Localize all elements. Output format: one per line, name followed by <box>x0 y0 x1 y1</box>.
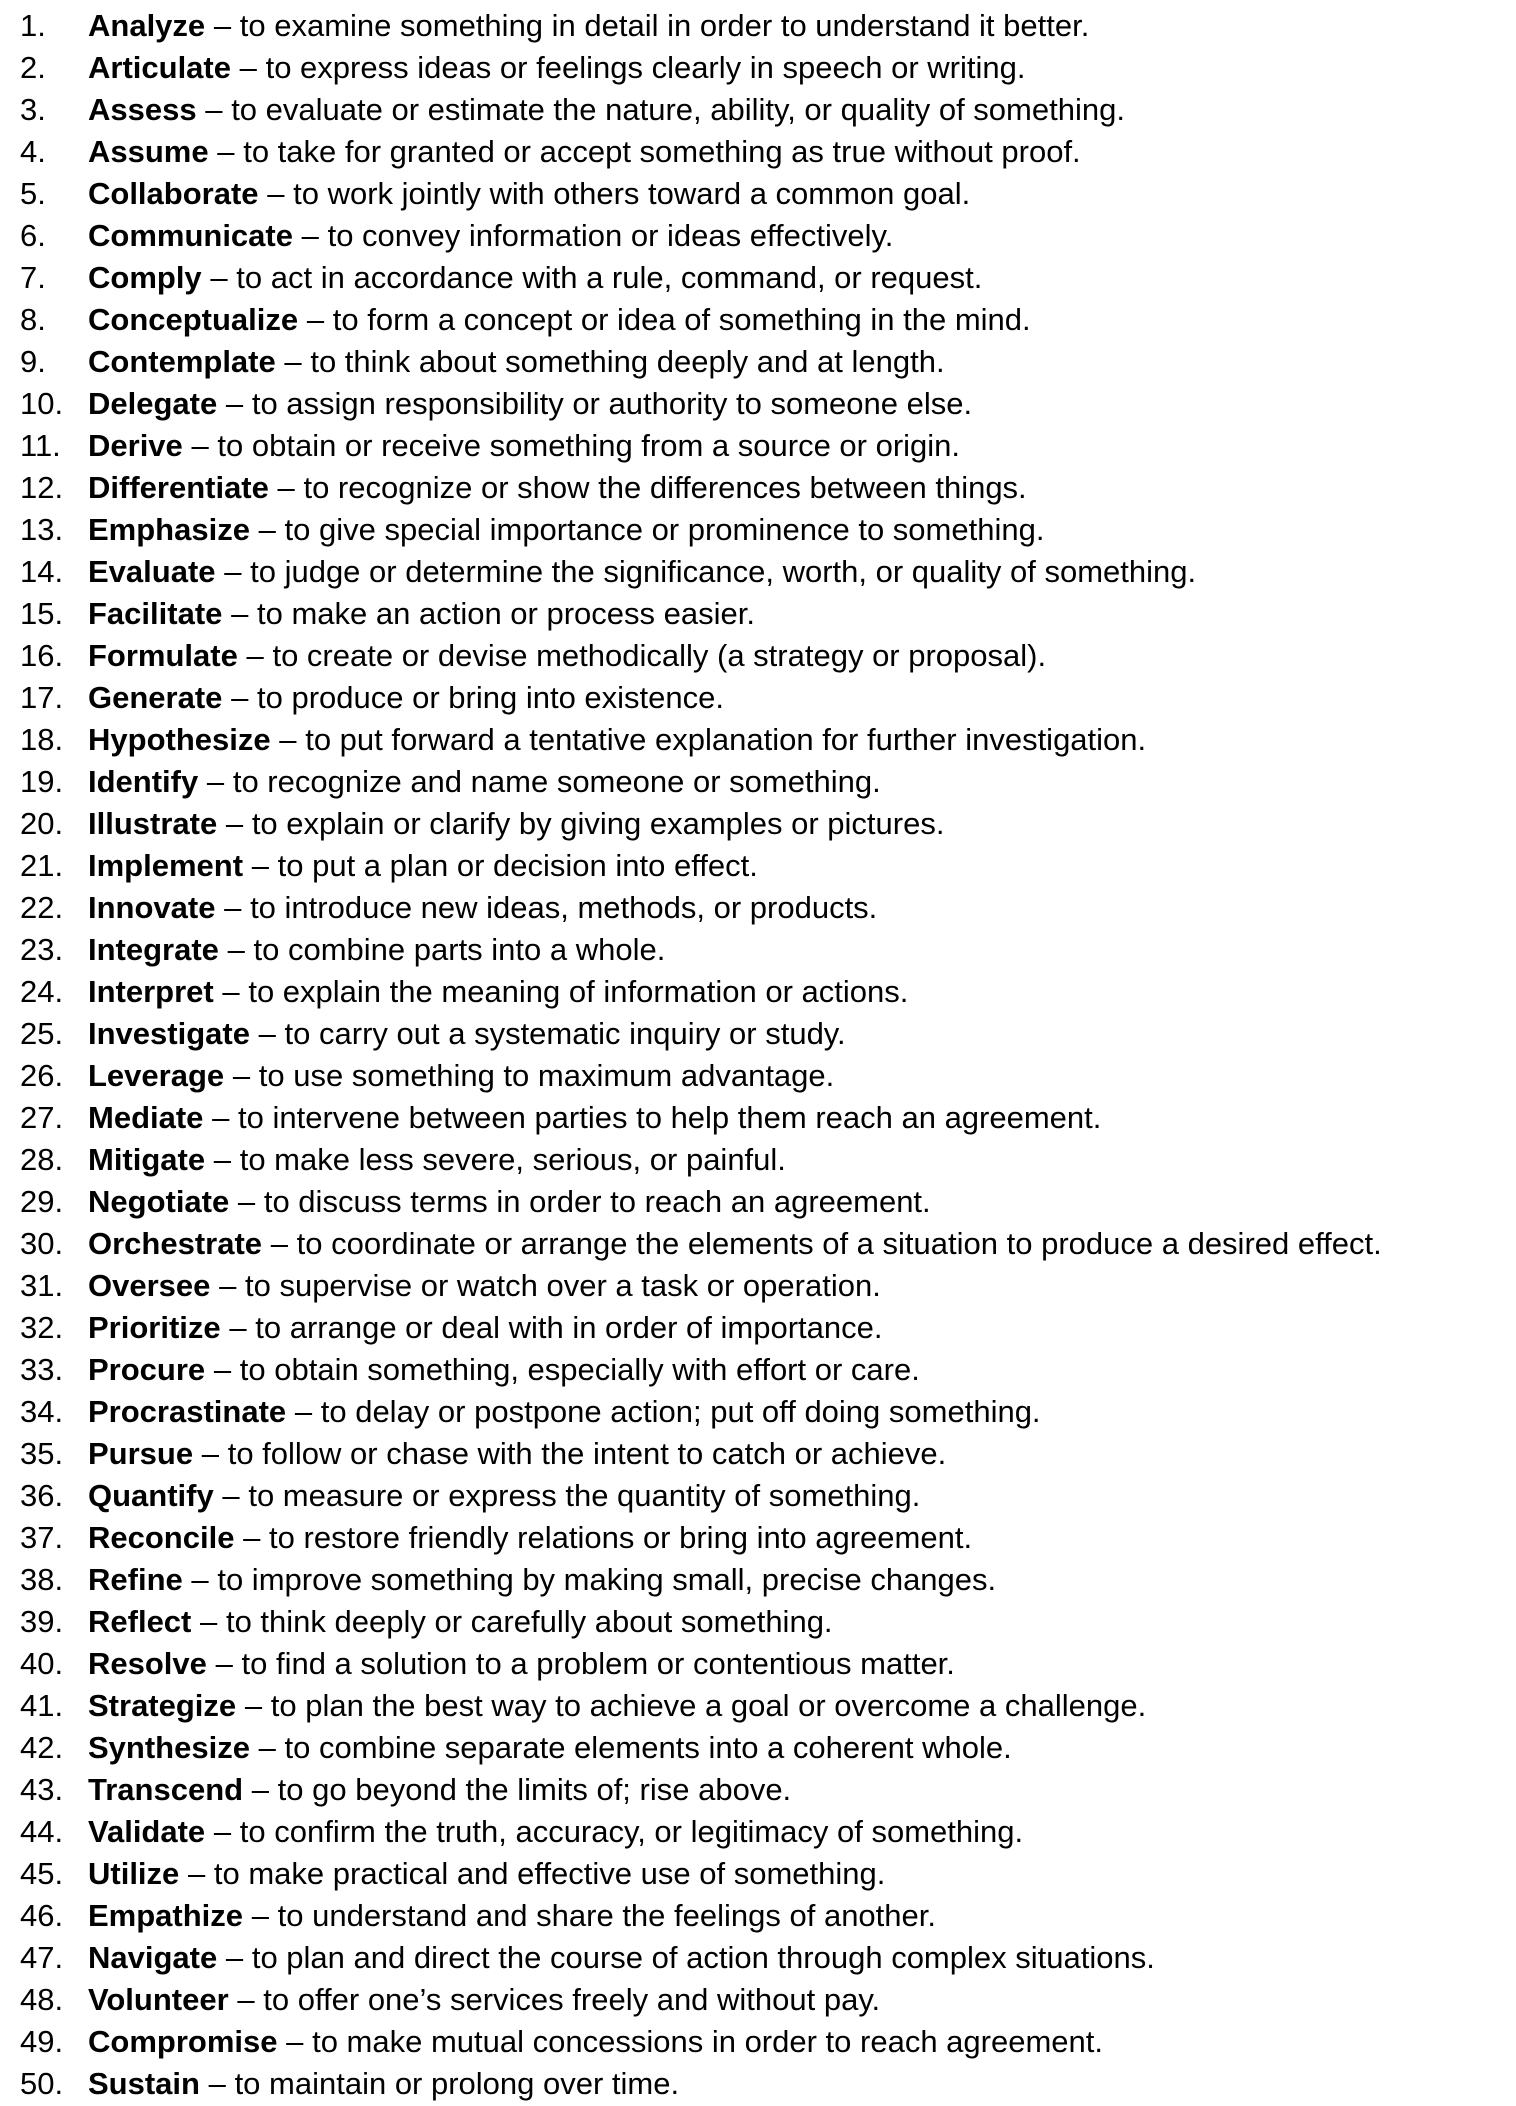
item-definition: to examine something in detail in order to understand it better. <box>239 8 1090 43</box>
item-number: 44. <box>20 1814 64 1849</box>
list-item <box>20 1391 1516 1433</box>
item-definition: to think deeply or carefully about something. <box>225 1604 833 1639</box>
list-item <box>20 1265 1516 1307</box>
item-number: 13. <box>20 512 64 547</box>
item-separator: – <box>237 1184 256 1219</box>
item-definition: to offer one’s services freely and without pay. <box>263 1982 881 2017</box>
item-term: Articulate <box>88 50 231 85</box>
item-definition: to obtain something, especially with effort or care. <box>239 1352 920 1387</box>
list-item <box>20 2063 1516 2105</box>
item-number: 33. <box>20 1352 64 1387</box>
item-term: Contemplate <box>88 344 276 379</box>
item-term: Compromise <box>88 2024 278 2059</box>
item-separator: – <box>239 50 257 85</box>
list-item <box>20 1895 1516 1937</box>
item-term: Leverage <box>88 1058 225 1093</box>
item-separator: – <box>208 2066 226 2101</box>
item-number: 11. <box>20 428 61 463</box>
list-item <box>20 131 1516 173</box>
item-separator: – <box>231 680 249 715</box>
item-number: 50. <box>20 2066 64 2101</box>
item-definition: to arrange or deal with in order of importance. <box>255 1310 883 1345</box>
list-item <box>20 5 1516 47</box>
list-item <box>20 1811 1516 1853</box>
item-number: 7. <box>20 260 46 295</box>
item-definition: to make mutual concessions in order to reach agreement. <box>312 2024 1103 2059</box>
item-term: Investigate <box>88 1016 250 1051</box>
item-separator: – <box>258 1016 276 1051</box>
list-item <box>20 929 1516 971</box>
item-definition: to make less severe, serious, or painful. <box>239 1142 786 1177</box>
item-separator: – <box>201 1436 220 1471</box>
item-definition: to obtain or receive something from a source or origin. <box>217 428 961 463</box>
item-definition: to confirm the truth, accuracy, or legitimacy of something. <box>239 1814 1024 1849</box>
item-number: 39. <box>20 1604 64 1639</box>
item-definition: to explain or clarify by giving examples or pictures. <box>251 806 945 841</box>
item-term: Validate <box>88 1814 206 1849</box>
list-item <box>20 215 1516 257</box>
item-number: 26. <box>20 1058 64 1093</box>
item-number: 3. <box>20 92 46 127</box>
list-item <box>20 887 1516 929</box>
list-item <box>20 845 1516 887</box>
item-definition: to form a concept or idea of something in the mind. <box>332 302 1031 337</box>
item-number: 15. <box>20 596 64 631</box>
item-separator: – <box>267 176 285 211</box>
item-separator: – <box>210 260 228 295</box>
item-number: 43. <box>20 1772 64 1807</box>
list-item <box>20 1727 1516 1769</box>
item-number: 21. <box>20 848 64 883</box>
item-separator: – <box>243 1520 261 1555</box>
item-separator: – <box>279 722 297 757</box>
item-separator: – <box>232 1058 251 1093</box>
item-number: 14. <box>20 554 64 589</box>
item-separator: – <box>258 1730 276 1765</box>
item-term: Volunteer <box>88 1982 229 2017</box>
item-term: Facilitate <box>88 596 223 631</box>
item-number: 20. <box>20 806 64 841</box>
item-number: 5. <box>20 176 46 211</box>
item-number: 38. <box>20 1562 64 1597</box>
item-definition: to go beyond the limits of; rise above. <box>277 1772 792 1807</box>
item-number: 37. <box>20 1520 64 1555</box>
item-number: 36. <box>20 1478 64 1513</box>
list-item <box>20 719 1516 761</box>
item-definition: to measure or express the quantity of something. <box>248 1478 921 1513</box>
list-item <box>20 425 1516 467</box>
item-term: Evaluate <box>88 554 216 589</box>
item-separator: – <box>212 1100 230 1135</box>
item-definition: to restore friendly relations or bring into agreement. <box>269 1520 973 1555</box>
item-term: Sustain <box>88 2066 200 2101</box>
item-number: 40. <box>20 1646 64 1681</box>
item-separator: – <box>251 1898 269 1933</box>
item-separator: – <box>225 1940 244 1975</box>
item-definition: to convey information or ideas effectively. <box>327 218 894 253</box>
item-number: 48. <box>20 1982 64 2017</box>
item-term: Assume <box>88 134 209 169</box>
item-term: Interpret <box>88 974 214 1009</box>
item-definition: to supervise or watch over a task or operation. <box>244 1268 881 1303</box>
item-separator: – <box>244 1688 263 1723</box>
item-separator: – <box>258 512 276 547</box>
list-item <box>20 551 1516 593</box>
item-term: Collaborate <box>88 176 259 211</box>
item-term: Conceptualize <box>88 302 299 337</box>
list-item <box>20 1223 1516 1265</box>
item-separator: – <box>217 134 235 169</box>
list-item <box>20 1769 1516 1811</box>
item-number: 24. <box>20 974 64 1009</box>
item-number: 47. <box>20 1940 64 1975</box>
item-term: Emphasize <box>88 512 250 547</box>
item-term: Navigate <box>88 1940 218 1975</box>
item-term: Procrastinate <box>88 1394 287 1429</box>
list-item <box>20 1853 1516 1895</box>
list-item <box>20 1307 1516 1349</box>
item-definition: to coordinate or arrange the elements of a situation to produce a desired effect. <box>296 1226 1382 1261</box>
item-term: Reflect <box>88 1604 192 1639</box>
item-number: 1. <box>20 8 46 43</box>
item-term: Empathize <box>88 1898 244 1933</box>
item-separator: – <box>225 806 244 841</box>
item-separator: – <box>225 386 244 421</box>
item-definition: to delay or postpone action; put off doing something. <box>320 1394 1041 1429</box>
item-number: 41. <box>20 1688 64 1723</box>
item-separator: – <box>306 302 325 337</box>
list-item <box>20 1475 1516 1517</box>
item-definition: to put forward a tentative explanation for further investigation. <box>305 722 1147 757</box>
item-separator: – <box>277 470 295 505</box>
item-separator: – <box>251 1772 269 1807</box>
item-separator: – <box>227 932 245 967</box>
item-separator: – <box>213 1142 232 1177</box>
list-item <box>20 1097 1516 1139</box>
list-item <box>20 1643 1516 1685</box>
item-definition: to recognize and name someone or something. <box>232 764 881 799</box>
item-number: 34. <box>20 1394 64 1429</box>
item-definition: to make practical and effective use of something. <box>213 1856 886 1891</box>
item-number: 19. <box>20 764 64 799</box>
list-item <box>20 1601 1516 1643</box>
item-separator: – <box>191 428 209 463</box>
list-item <box>20 509 1516 551</box>
item-term: Communicate <box>88 218 293 253</box>
item-separator: – <box>213 1352 232 1387</box>
item-term: Implement <box>88 848 244 883</box>
item-definition: to work jointly with others toward a common goal. <box>293 176 971 211</box>
item-term: Negotiate <box>88 1184 230 1219</box>
list-item <box>20 89 1516 131</box>
item-number: 6. <box>20 218 46 253</box>
item-number: 2. <box>20 50 46 85</box>
item-term: Assess <box>88 92 197 127</box>
item-term: Hypothesize <box>88 722 271 757</box>
item-definition: to use something to maximum advantage. <box>258 1058 835 1093</box>
item-separator: – <box>251 848 269 883</box>
item-number: 46. <box>20 1898 64 1933</box>
item-definition: to create or devise methodically (a strategy or proposal). <box>272 638 1047 673</box>
item-number: 31. <box>20 1268 64 1303</box>
item-number: 49. <box>20 2024 64 2059</box>
item-separator: – <box>219 1268 237 1303</box>
list-item <box>20 2021 1516 2063</box>
item-number: 28. <box>20 1142 64 1177</box>
item-term: Comply <box>88 260 202 295</box>
item-separator: – <box>222 974 240 1009</box>
item-number: 8. <box>20 302 46 337</box>
item-separator: – <box>205 92 223 127</box>
item-definition: to intervene between parties to help them reach an agreement. <box>238 1100 1102 1135</box>
list-item <box>20 677 1516 719</box>
list-item <box>20 257 1516 299</box>
item-separator: – <box>301 218 319 253</box>
list-item <box>20 1979 1516 2021</box>
item-term: Refine <box>88 1562 183 1597</box>
item-term: Illustrate <box>88 806 218 841</box>
item-separator: – <box>206 764 225 799</box>
item-definition: to understand and share the feelings of another. <box>277 1898 936 1933</box>
item-number: 12. <box>20 470 64 505</box>
item-definition: to evaluate or estimate the nature, ability, or quality of something. <box>231 92 1125 127</box>
item-number: 22. <box>20 890 64 925</box>
item-definition: to combine parts into a whole. <box>253 932 666 967</box>
item-separator: – <box>231 596 249 631</box>
item-definition: to make an action or process easier. <box>256 596 755 631</box>
item-separator: – <box>270 1226 288 1261</box>
item-term: Orchestrate <box>88 1226 263 1261</box>
item-separator: – <box>213 1814 232 1849</box>
item-definition: to assign responsibility or authority to someone else. <box>251 386 973 421</box>
item-term: Analyze <box>88 8 206 43</box>
item-term: Synthesize <box>88 1730 250 1765</box>
item-number: 4. <box>20 134 46 169</box>
list-item <box>20 173 1516 215</box>
list-item <box>20 1055 1516 1097</box>
item-definition: to combine separate elements into a coherent whole. <box>284 1730 1012 1765</box>
list-item <box>20 761 1516 803</box>
item-definition: to act in accordance with a rule, command, or request. <box>236 260 983 295</box>
item-separator: – <box>222 1478 240 1513</box>
list-item <box>20 1181 1516 1223</box>
item-definition: to discuss terms in order to reach an agreement. <box>263 1184 931 1219</box>
list-item <box>20 341 1516 383</box>
item-term: Generate <box>88 680 223 715</box>
item-definition: to recognize or show the differences between things. <box>303 470 1027 505</box>
item-definition: to plan and direct the course of action through complex situations. <box>251 1940 1155 1975</box>
item-definition: to improve something by making small, precise changes. <box>217 1562 997 1597</box>
list-item <box>20 1139 1516 1181</box>
item-separator: – <box>187 1856 206 1891</box>
item-term: Prioritize <box>88 1310 221 1345</box>
item-number: 35. <box>20 1436 64 1471</box>
item-separator: – <box>229 1310 247 1345</box>
item-definition: to produce or bring into existence. <box>257 680 724 715</box>
item-term: Integrate <box>88 932 219 967</box>
item-term: Innovate <box>88 890 216 925</box>
item-number: 10. <box>20 386 64 421</box>
item-term: Strategize <box>88 1688 237 1723</box>
list-item <box>20 971 1516 1013</box>
item-separator: – <box>213 8 232 43</box>
item-term: Reconcile <box>88 1520 235 1555</box>
item-number: 29. <box>20 1184 64 1219</box>
list-item <box>20 1013 1516 1055</box>
list-item <box>20 299 1516 341</box>
item-number: 45. <box>20 1856 64 1891</box>
list-item <box>20 467 1516 509</box>
item-definition: to plan the best way to achieve a goal or overcome a challenge. <box>270 1688 1147 1723</box>
item-separator: – <box>215 1646 233 1681</box>
item-separator: – <box>191 1562 209 1597</box>
item-term: Transcend <box>88 1772 244 1807</box>
item-definition: to maintain or prolong over time. <box>234 2066 680 2101</box>
item-definition: to find a solution to a problem or contentious matter. <box>241 1646 955 1681</box>
list-item <box>20 1685 1516 1727</box>
item-definition: to put a plan or decision into effect. <box>277 848 758 883</box>
item-definition: to carry out a systematic inquiry or study. <box>284 1016 846 1051</box>
item-number: 23. <box>20 932 64 967</box>
item-separator: – <box>224 890 242 925</box>
item-number: 16. <box>20 638 64 673</box>
list-item <box>20 383 1516 425</box>
item-term: Utilize <box>88 1856 180 1891</box>
item-definition: to explain the meaning of information or actions. <box>248 974 909 1009</box>
item-number: 17. <box>20 680 64 715</box>
list-item <box>20 803 1516 845</box>
list-item <box>20 635 1516 677</box>
item-separator: – <box>294 1394 313 1429</box>
item-term: Mitigate <box>88 1142 206 1177</box>
item-term: Identify <box>88 764 199 799</box>
item-number: 18. <box>20 722 64 757</box>
item-term: Procure <box>88 1352 206 1387</box>
item-separator: – <box>237 1982 255 2017</box>
item-term: Delegate <box>88 386 218 421</box>
item-separator: – <box>200 1604 218 1639</box>
item-number: 32. <box>20 1310 64 1345</box>
item-definition: to express ideas or feelings clearly in speech or writing. <box>265 50 1026 85</box>
item-definition: to give special importance or prominence to something. <box>284 512 1045 547</box>
list-item <box>20 47 1516 89</box>
item-definition: to judge or determine the significance, worth, or quality of something. <box>250 554 1197 589</box>
item-separator: – <box>224 554 242 589</box>
list-item <box>20 593 1516 635</box>
item-definition: to follow or chase with the intent to catch or achieve. <box>227 1436 947 1471</box>
list-item <box>20 1433 1516 1475</box>
item-number: 42. <box>20 1730 64 1765</box>
item-definition: to take for granted or accept something as true without proof. <box>243 134 1081 169</box>
item-term: Pursue <box>88 1436 194 1471</box>
item-definition: to introduce new ideas, methods, or products. <box>250 890 878 925</box>
item-term: Formulate <box>88 638 238 673</box>
list-item <box>20 1349 1516 1391</box>
list-item <box>20 1517 1516 1559</box>
item-number: 9. <box>20 344 46 379</box>
list-item <box>20 1559 1516 1601</box>
item-number: 25. <box>20 1016 64 1051</box>
item-number: 30. <box>20 1226 64 1261</box>
item-term: Resolve <box>88 1646 207 1681</box>
item-term: Mediate <box>88 1100 204 1135</box>
item-separator: – <box>286 2024 304 2059</box>
item-term: Oversee <box>88 1268 211 1303</box>
item-separator: – <box>246 638 264 673</box>
item-definition: to think about something deeply and at length. <box>310 344 945 379</box>
item-term: Differentiate <box>88 470 269 505</box>
item-term: Quantify <box>88 1478 214 1513</box>
item-number: 27. <box>20 1100 64 1135</box>
list-item <box>20 1937 1516 1979</box>
item-term: Derive <box>88 428 183 463</box>
item-separator: – <box>284 344 302 379</box>
